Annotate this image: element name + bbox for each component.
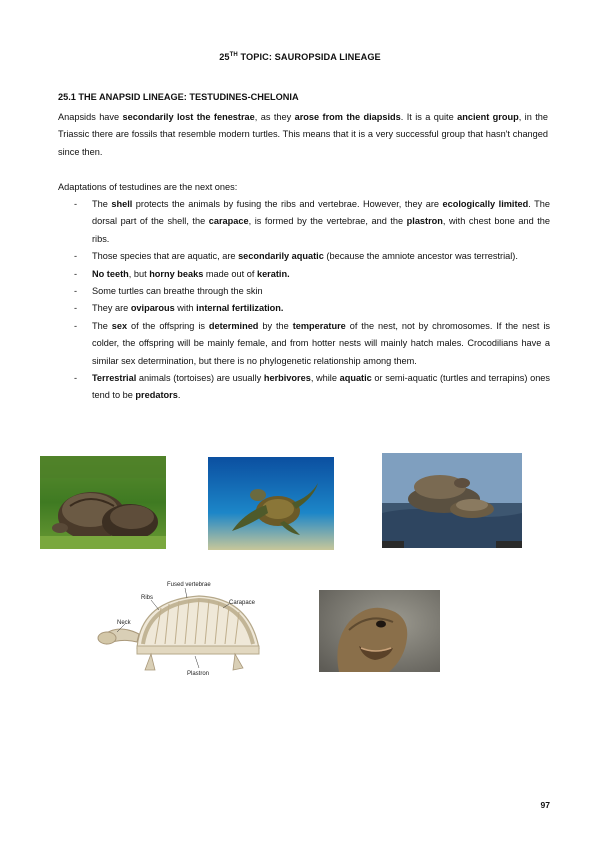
list-item: - Terrestrial animals (tortoises) are usually herbivores, while aquatic or semi-aquatic (turtles and terrapins) ones tend to be predators.	[74, 370, 550, 405]
sea-turtle-photo	[208, 457, 334, 550]
adaptations-heading: Adaptations of testudines are the next ones:	[58, 182, 238, 192]
list-item: - Those species that are aquatic, are secondarily aquatic (because the amniote ancestor was terrestrial).	[74, 248, 550, 265]
list-item: - The shell protects the animals by fusing the ribs and vertebrae. However, they are ecologically limited. The dorsal part of the shell, the carapace, is formed by the vertebrae, and the plastron, with chest bone and the ribs.	[74, 196, 550, 248]
turtle-skeleton-diagram	[95, 578, 267, 676]
list-item: - They are oviparous with internal fertilization.	[74, 300, 550, 317]
label-plastron: Plastron	[187, 671, 210, 676]
adaptations-list	[74, 196, 550, 405]
label-fused-vertebrae: Fused vertebrae	[167, 582, 211, 588]
tortoise-head-photo	[319, 590, 440, 672]
section-heading: 25.1 THE ANAPSID LINEAGE: TESTUDINES-CHELONIA	[58, 92, 299, 102]
intro-paragraph: Anapsids have secondarily lost the fenestrae, as they arose from the diapsids. It is a quite ancient group, in the Triassic there are fossils that resemble modern turtles. This means that it is a very successful group that hasn't changed since then.	[58, 112, 548, 157]
page-number: 97	[540, 800, 550, 810]
tortoises-photo	[40, 456, 166, 549]
label-carapace: Carapace	[229, 600, 256, 606]
label-neck: Neck	[117, 620, 131, 626]
list-item: - No teeth, but horny beaks made out of keratin.	[74, 266, 550, 283]
label-ribs: Ribs	[141, 595, 154, 601]
terrapins-photo	[382, 453, 522, 548]
list-item: - The sex of the offspring is determined by the temperature of the nest, not by chromosomes. If the nest is colder, the offspring will be mainly female, and from hotter nests will mainly hatch males. Crocodilians have a similar sex determination, but there is no phylogenetic relationship among them.	[74, 318, 550, 370]
page-title: 25TH TOPIC: SAUROPSIDA LINEAGE	[219, 52, 381, 62]
list-item: - Some turtles can breathe through the skin	[74, 283, 550, 300]
